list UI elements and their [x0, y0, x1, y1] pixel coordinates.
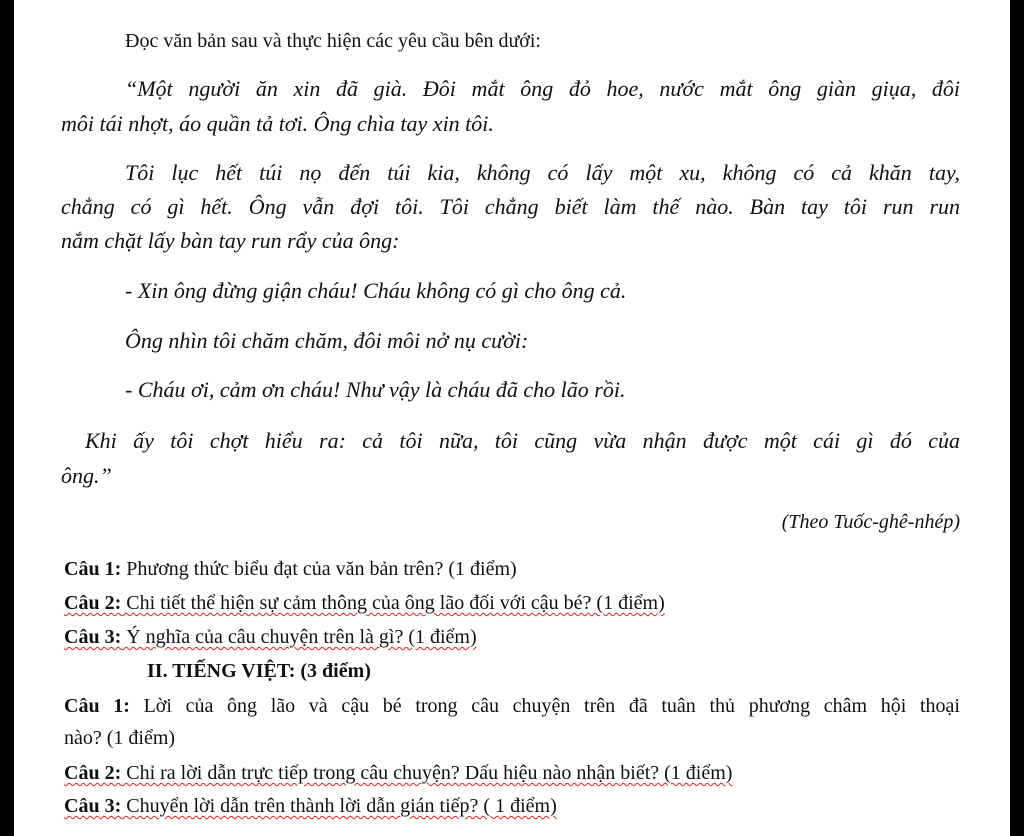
dialogue-line: - Cháu ơi, cảm ơn cháu! Như vậy là cháu đã cho lão rồi. — [125, 377, 626, 402]
question-label: Câu 3: — [64, 795, 122, 817]
question-part1-3 — [64, 626, 477, 649]
question-label: Câu 2: — [64, 592, 122, 614]
question-text: Chỉ ra lời dẫn trực tiếp trong câu chuyện? Dấu hiệu nào nhận biết? (1 điểm) — [121, 762, 733, 784]
cut-off-bottom-line — [134, 826, 142, 836]
passage-line: chẳng có gì hết. Ông vẫn đợi tôi. Tôi chẳng biết làm thế nào. Bàn tay tôi run run — [61, 194, 960, 219]
question-label: Câu 1: — [64, 558, 122, 580]
question-label: Câu 3: — [64, 626, 122, 648]
question-text: Chuyển lời dẫn trên thành lời dẫn gián tiếp? ( 1 điểm) — [121, 795, 557, 817]
question-label: Câu 2: — [64, 762, 122, 784]
passage-line: nắm chặt lấy bàn tay run rẩy của ông: — [61, 228, 400, 253]
question-label: Câu 1: — [64, 695, 130, 717]
question-text: Ý nghĩa của câu chuyện trên là gì? (1 điểm) — [121, 626, 477, 648]
document-page — [14, 0, 1010, 836]
passage-line: Ông nhìn tôi chăm chăm, đôi môi nở nụ cười: — [125, 328, 529, 353]
passage-line: môi tái nhợt, áo quần tả tơi. Ông chìa tay xin tôi. — [61, 111, 494, 136]
question-part2-3 — [64, 795, 557, 818]
intro-instruction: Đọc văn bản sau và thực hiện các yêu cầu bên dưới: — [125, 30, 541, 52]
question-part2-1-continued: nào? (1 điểm) — [64, 727, 176, 749]
passage-line: ông.” — [61, 463, 112, 488]
section-heading: II. TIẾNG VIỆT: (3 điểm) — [147, 660, 371, 682]
question-text: Phương thức biểu đạt của văn bản trên? (1 điểm) — [121, 558, 517, 580]
question-part1-2 — [64, 592, 665, 615]
passage-source: (Theo Tuốc-ghê-nhép) — [781, 511, 960, 533]
question-text: Lời của ông lão và cậu bé trong câu chuyện trên đã tuân thủ phương châm hội thoại — [129, 695, 960, 717]
passage-line: Tôi lục hết túi nọ đến túi kia, không có lấy một xu, không có cả khăn tay, — [125, 160, 960, 185]
dialogue-line: - Xin ông đừng giận cháu! Cháu không có gì cho ông cả. — [125, 278, 627, 303]
question-part2-1 — [64, 695, 960, 718]
passage-line: Khi ấy tôi chợt hiểu ra: cả tôi nữa, tôi cũng vừa nhận được một cái gì đó của — [85, 428, 960, 453]
passage-line: “Một người ăn xin đã già. Đôi mắt ông đỏ hoe, nước mắt ông giàn giụa, đôi — [125, 76, 960, 101]
question-part1-1 — [64, 558, 517, 581]
question-part2-2 — [64, 762, 732, 785]
cut-off-top-line — [314, 0, 319, 10]
question-text: Chi tiết thể hiện sự cảm thông của ông lão đối với cậu bé? (1 điểm) — [121, 592, 665, 614]
